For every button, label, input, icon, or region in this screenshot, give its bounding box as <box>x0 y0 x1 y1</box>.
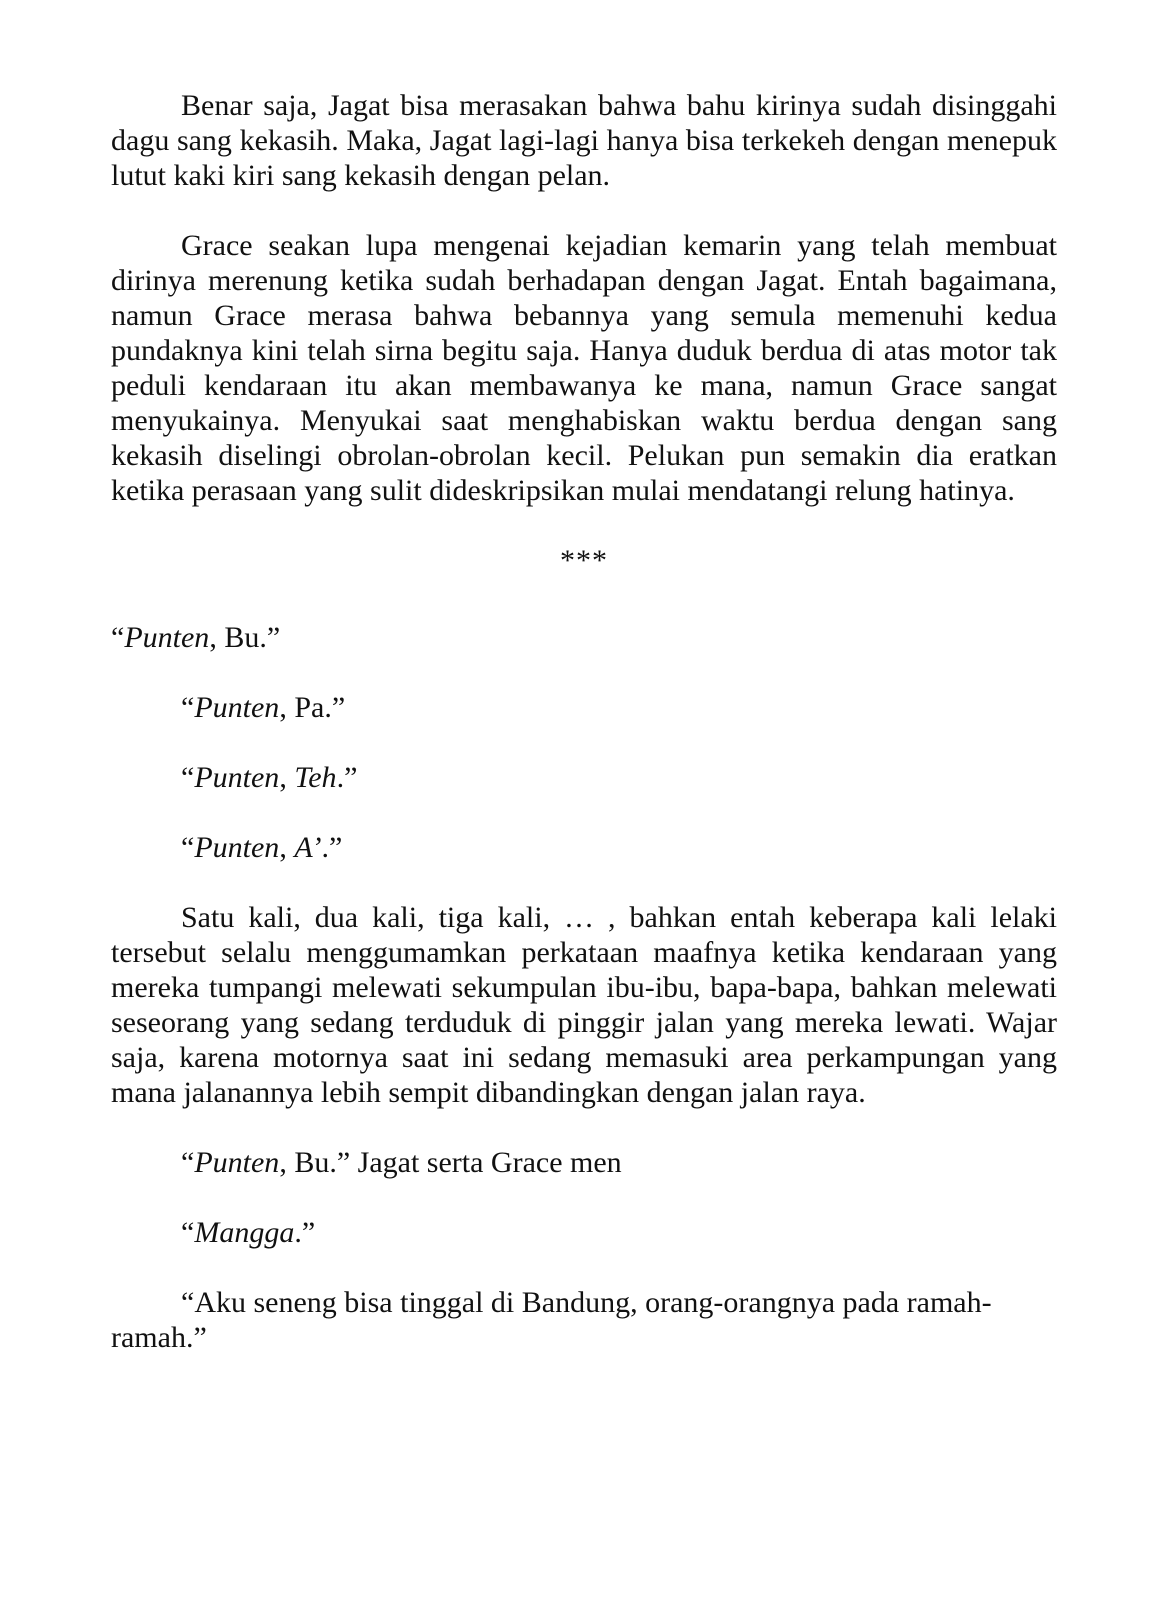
dialog-italic-word: Punten <box>194 831 280 864</box>
dialog-line-1: “Punten, Bu.” <box>111 621 281 654</box>
scene-separator: *** <box>560 544 608 577</box>
dialog-line-5: “Punten, Bu.” Jagat serta Grace men <box>181 1146 622 1179</box>
paragraph-3: Satu kali, dua kali, tiga kali, … , bahkan entah keberapa kali lelaki tersebut selalu menggumamkan perkataan maafnya ketika kendaraan yang mereka tumpangi melewati sekumpulan ibu-ibu, bapa-bapa, bahkan melewati seseorang yang sedang terduduk di pinggir jalan yang mereka lewati. Wajar saja, karena motornya saat ini sedang memasuki area perkampungan yang mana jalanannya lebih sempit dibandingkan dengan jalan raya. <box>111 901 1057 1109</box>
document-page <box>111 88 1057 1390</box>
dialog-line-4: “Punten, A’.” <box>181 831 343 864</box>
paragraph-4: “Aku seneng bisa tinggal di Bandung, orang-orangnya pada ramah-ramah.” <box>111 1286 992 1354</box>
dialog-italic-word: A’ <box>294 831 322 864</box>
dialog-italic-word: Mangga <box>194 1216 295 1249</box>
dialog-italic-word: Punten <box>194 1146 280 1179</box>
dialog-italic-word: Punten <box>194 761 280 794</box>
dialog-line-2: “Punten, Pa.” <box>181 691 346 724</box>
dialog-italic-word: Punten <box>194 691 280 724</box>
paragraph-2: Grace seakan lupa mengenai kejadian kemarin yang telah membuat dirinya merenung ketika sudah berhadapan dengan Jagat. Entah bagaimana, namun Grace merasa bahwa bebannya yang semula memenuhi kedua pundaknya kini telah sirna begitu saja. Hanya duduk berdua di atas motor tak peduli kendaraan itu akan membawanya ke mana, namun Grace sangat menyukainya. Menyukai saat menghabiskan waktu berdua dengan sang kekasih diselingi obrolan-obrolan kecil. Pelukan pun semakin dia eratkan ketika perasaan yang sulit dideskripsikan mulai mendatangi relung hatinya. <box>111 229 1057 507</box>
dialog-line-6: “Mangga.” <box>181 1216 316 1249</box>
dialog-italic-word: Teh <box>294 761 337 794</box>
dialog-italic-word: Punten <box>124 621 210 654</box>
dialog-line-3: “Punten, Teh.” <box>181 761 358 794</box>
paragraph-1: Benar saja, Jagat bisa merasakan bahwa bahu kirinya sudah disinggahi dagu sang kekasih. Maka, Jagat lagi-lagi hanya bisa terkekeh dengan menepuk lutut kaki kiri sang kekasih dengan pelan. <box>111 89 1057 192</box>
